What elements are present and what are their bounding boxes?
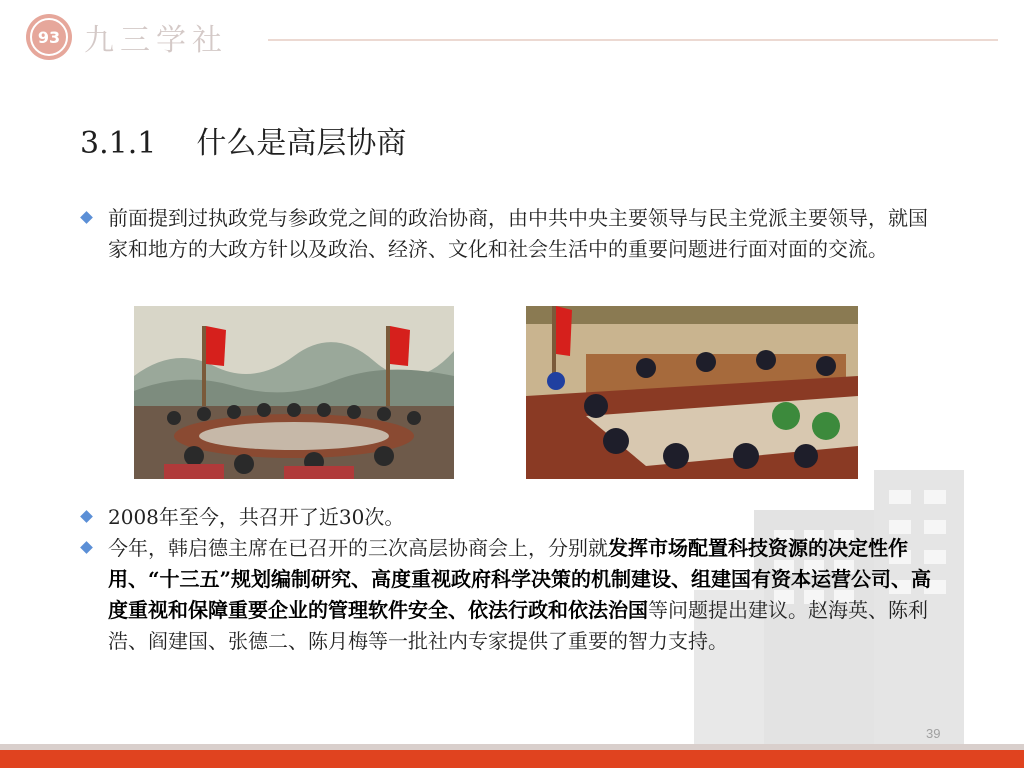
section-title: 什么是高层协商 (196, 126, 407, 161)
logo-emblem-icon: 93 (26, 14, 72, 60)
diamond-bullet-icon (80, 510, 93, 523)
header-divider (268, 39, 998, 41)
bullet-text: 前面提到过执政党与参政党之间的政治协商，由中共中央主要领导与民主党派主要领导，就国家和地方的大政方针以及政治、经济、文化和社会生活中的重要问题进行面对面的交流。 (108, 206, 928, 261)
bullet-item (108, 203, 938, 265)
diamond-bullet-icon (80, 541, 93, 554)
bullet-text: 2008年至今，共召开了近30次。 (108, 505, 405, 529)
bullet-text-lead: 今年，韩启德主席在已召开的三次高层协商会上，分别就 (108, 536, 608, 560)
footer-bar (0, 750, 1024, 768)
page-number: 39 (926, 726, 941, 741)
bullet-item (108, 533, 938, 657)
bullet-item (108, 502, 938, 533)
logo (26, 14, 228, 60)
diamond-bullet-icon (80, 211, 93, 224)
logo-text: 九三学社 (84, 23, 228, 58)
section-number: 3.1.1 (80, 126, 157, 161)
bullet-text (108, 533, 938, 657)
meeting-photo-left (134, 306, 454, 479)
page-title (80, 118, 406, 162)
meeting-photo-right (526, 306, 858, 479)
bullet-text-emphasis: 发挥市场配置科技资源的决定性作用、“十三五”规划编制研究、高度重视政府科学决策的机制建设、组建国有资本运营公司、高度重视和保障重要企业的管理软件安全、依法行政和依法治国 (108, 536, 932, 622)
bullet-text-tail: 等问题提出建议。赵海英、陈利浩、阎建国、张德二、陈月梅等一批社内专家提供了重要的智力支持。 (108, 598, 928, 653)
